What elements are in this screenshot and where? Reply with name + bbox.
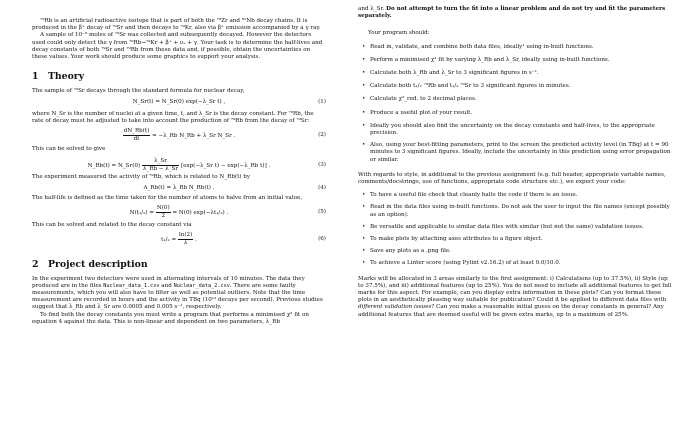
list-item: • Ideally you should also find the uncertainty on the decay constants and half-lives, to the appropriate precision. [362, 122, 655, 137]
theory-text-6: This can be solved and related to the decay constant via [32, 222, 192, 229]
list-item: • To achieve a Linter score (using Pylint v2.16.2) of at least 9.0/10.0. [362, 260, 561, 267]
project-heading: 2 Project description [32, 258, 148, 270]
list-item: • Read in the data files using in-built functions. Do not ask the user to input the file names (except possibly as an option). [362, 204, 670, 218]
list-item: • Be versatile and applicable to similar data files with similar (but not the same) validation issues. [362, 223, 644, 230]
requirements-list [358, 44, 674, 164]
style-list [358, 192, 674, 267]
theory-intro: The sample of ⁷⁹Sr decays through the standard formula for nuclear decay, [32, 88, 245, 95]
intro-paragraph: ⁷⁹Rb is an artificial radioactive isotope that is part of both the ⁷⁹Zr and ⁸¹Nb decay chains. It is produced in the β⁺ decay of ⁷⁹Sr and then decays to ⁷⁹Kr, also via β⁺ emission accompanied by a γ ray. [32, 18, 321, 32]
theory-text-5: The half-life is defined as the time taken for the number of atoms to halve from an initial value, [32, 195, 303, 202]
file-name-2: Nuclear_data_2.csv [173, 282, 230, 289]
theory-text-3: This can be solved to give [32, 146, 106, 153]
equation-2: $\frac{dN\_Rb(t)}{dt}$ = −λ_Rb N_Rb + λ_Sr N_Sr . (2) [123, 128, 326, 143]
list-item: • Also, using your best-fitting parameters, print to the screen the predicted activity level (in TBq) at t = 90 minutes to 3 significant figures. Ideally, include the uncertainty in this prediction using error propagation or similar. [362, 142, 671, 163]
theory-text-4: The experiment measured the activity of ⁷⁹Rb, which is related to N_Rb(t) by [32, 174, 251, 181]
list-item: • Calculate both t₁/₂ ⁷⁹Rb and t₁/₂ ⁷⁹Sr to 3 significant figures in minutes. [362, 83, 571, 90]
equation-3: N_Rb(t) = N_Sr(0) $\frac{\lambda\_Sr}{\lambda\_Rb - \lambda\_Sr}$ [exp(−λ_Sr t) − exp(−λ_Rb t)] . (3) [87, 157, 326, 172]
fit-instruction: and λ_Sr. Do not attempt to turn the fit into a linear problem and do not try and fit the parameters separately. [358, 6, 666, 20]
marks-paragraph: Marks will be allocated in 3 areas similarly to the first assignment: i) Calculations (up to 37.5%), ii) Style (up to 37.5%), and iii) additional features (up to 25%). You do not need to include all additional features to get full marks for this aspect. For example, can you display extra information in these plots? Can you format these plots in an aesthetically pleasing way suitable for publication? Could it be applied to different data files with different validation issues? Can you make a reasonable initial guess on the decay constants in general? Any additional features that are deemed useful will be given extra marks, up to a maximum of 25%. [358, 275, 672, 318]
list-item: • Produce a useful plot of your result. [362, 109, 473, 116]
list-item: • Perform a minimised χ² fit by varying λ_Rb and λ_Sr, ideally using in-built functions. [362, 56, 610, 63]
right-column [358, 0, 674, 319]
list-item: • To make plots by attaching axes attributes to a figure object. [362, 236, 543, 243]
list-item: • Read in, validate, and combine both data files, ideally¹ using in-built functions. [362, 43, 594, 50]
style-paragraph: With regards to style, in additional to the previous assignment (e.g. full header, appropriate variable names, comments/docstrings, use of functions, appropriate code structure etc.), we expect your code: [358, 171, 666, 186]
list-item: • To have a useful file check that cleanly halts the code if there is an issue. [362, 192, 578, 199]
list-item: • Save any plots as a .png file. [362, 248, 451, 255]
equation-6: t₁/₂ = $\frac{\ln(2)}{\lambda}$ . (6) [161, 232, 326, 247]
equation-5: N(t₁/₂) = $\frac{N(0)}{2}$ = N(0) exp(−λt₁/₂) . (5) [129, 204, 326, 219]
theory-heading: 1 Theory [32, 71, 85, 83]
left-column [32, 0, 326, 326]
theory-text-2: where N_Sr is the number of nuclei at a given time, t, and λ_Sr is the decay constant. For ⁷⁹Rb, the rate of decay must be adjusted to take into account the production of ⁷⁹Rb from the decay of ⁷⁹Sr: [32, 110, 314, 124]
list-item: • Calculate χ²_red. to 2 decimal places. [362, 96, 477, 103]
project-paragraph-1: In the experiment two detectors were used in alternating intervals of 10 minutes. The data they produced are in the files Nuclear_data_1.csv and Nuclear_data_2.csv. There are some faulty measurements, which you will also have to filter as well as potential outliers. Note that the time measurement are recorded in hours and the activity in TBq (10¹² decays per second). Previous studies suggest that λ_Rb and λ_Sr are 0.0005 and 0.005 s⁻¹, respectively. [32, 275, 323, 311]
file-name-1: Nuclear_data_1.csv [103, 282, 160, 289]
program-should: Your program should: [368, 30, 430, 37]
list-item: • Calculate both λ_Rb and λ_Sr to 3 significant figures in s⁻¹. [362, 70, 539, 77]
sample-paragraph: A sample of 10⁻⁶ moles of ⁷⁹Sr was collected and subsequently decayed. However the detectors used could only detect the γ from ⁷⁹Rb→⁷⁹Kr + β⁺ + νₑ + γ. Your task is to determine the half-lives and decay constants of both ⁷⁹Sr and ⁷⁹Rb from these data and, if possible, obtain the uncertainties on these values. Your work should produce some graphics to support your analysis. [32, 32, 323, 61]
equation-1: N_Sr(t) = N_Sr(0) exp(−λ_Sr t) , (1) [132, 99, 326, 106]
equation-4: A_Rb(t) = λ_Rb N_Rb(t) . (4) [143, 185, 326, 192]
project-paragraph-2: To find both the decay constants you must write a program that performs a minimised χ² fit on equation 4 against the data. This is non-linear and dependent on two parameters, λ_Rb [32, 311, 309, 325]
